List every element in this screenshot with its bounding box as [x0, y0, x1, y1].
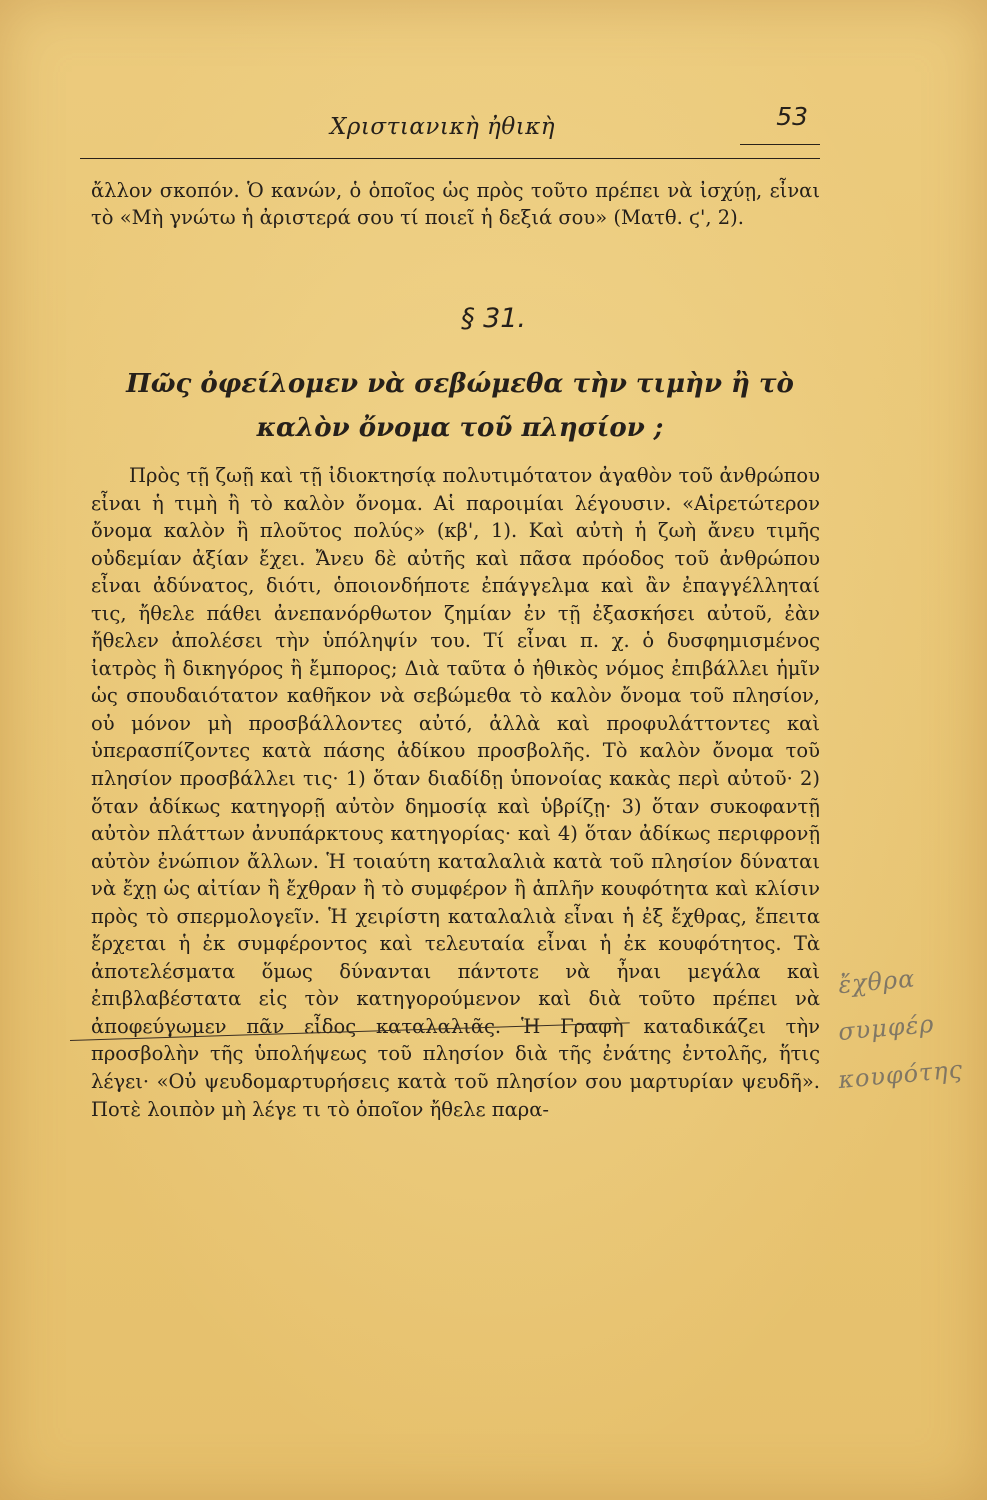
margin-note: κουφότης [837, 1055, 965, 1095]
section-title: Πῶς ὀφείλομεν νὰ σεβώμεθα τὴν τιμὴν ἢ τὸ καλὸν ὄνομα τοῦ πλησίον ; [126, 369, 794, 443]
section-number: § 31. [460, 303, 527, 334]
intro-paragraph-block [91, 178, 820, 231]
body-text-block [91, 462, 820, 1123]
page-number-rule [740, 144, 820, 145]
margin-note: συμφέρ [837, 1009, 936, 1047]
header-rule [80, 158, 820, 159]
running-head-title: Χριστιανικὴ ἠθικὴ [330, 114, 556, 140]
running-head [80, 100, 820, 160]
body-paragraph: Πρὸς τῇ ζωῇ καὶ τῇ ἰδιοκτησίᾳ πολυτιμότατον ἀγαθὸν τοῦ ἀνθρώπου εἶναι ἡ τιμὴ ἢ τὸ καλὸν ὄνομα. Αἱ παροιμίαι λέγουσιν. «Αἱρετώτερον ὄνομα καλὸν ἢ πλοῦτος πολύς» (κβ', 1). Καὶ αὐτὴ ἡ ζωὴ ἄνευ τιμῆς οὐδεμίαν ἀξίαν ἔχει. Ἄνευ δὲ αὐτῆς καὶ πᾶσα πρόοδος τοῦ ἀνθρώπου εἶναι ἀδύνατος, διότι, ὁποιονδήποτε ἐπάγγελμα καὶ ἂν ἐπαγγέλληταί τις, ἤθελε πάθει ἀνεπανόρθωτον ζημίαν ἐν τῇ ἐξασκήσει αὐτοῦ, ἐὰν ἤθελεν ἀπολέσει τὴν ὑπόληψίν του. Τί εἶναι π. χ. ὁ δυσφημισμένος ἰατρὸς ἢ δικηγόρος ἢ ἔμπορος; Διὰ ταῦτα ὁ ἠθικὸς νόμος ἐπιβάλλει ἡμῖν ὡς σπουδαιότατον καθῆκον νὰ σεβώμεθα τὸ καλὸν ὄνομα τοῦ πλησίον, οὐ μόνον μὴ προσβάλλοντες αὐτό, ἀλλὰ καὶ προφυλάττοντες καὶ ὑπερασπίζοντες κατὰ πάσης ἀδίκου προσβολῆς. Τὸ καλὸν ὄνομα τοῦ πλησίον προσβάλλει τις· 1) ὅταν διαδίδῃ ὑπονοίας κακὰς περὶ αὐτοῦ· 2) ὅταν ἀδίκως κατηγορῇ αὐτὸν δημοσίᾳ καὶ ὑβρίζῃ· 3) ὅταν συκοφαντῇ αὐτὸν πλάττων ἀνυπάρκτους κατηγορίας· καὶ 4) ὅταν ἀδίκως περιφρονῇ αὐτὸν ἐνώπιον ἄλλων. Ἡ τοιαύτη καταλαλιὰ κατὰ τοῦ πλησίον δύναται νὰ ἔχῃ ὡς αἰτίαν ἢ ἔχθραν ἢ τὸ συμφέρον ἢ ἁπλῆν κουφότητα καὶ κλίσιν πρὸς τὸ σπερμολογεῖν. Ἡ χειρίστη καταλαλιὰ εἶναι ἡ ἐξ ἔχθρας, ἔπειτα ἔρχεται ἡ ἐκ συμφέροντος καὶ τελευταία εἶναι ἡ ἐκ κουφότητος. Τὰ ἀποτελέσματα ὅμως δύνανται πάντοτε νὰ ἦναι μεγάλα καὶ ἐπιβλαβέστατα εἰς τὸν κατηγορούμενον καὶ διὰ τοῦτο πρέπει νὰ ἀποφεύγωμεν πᾶν εἶδος καταλαλιᾶς. Ἡ Γραφὴ καταδικάζει τὴν προσβολὴν τῆς ὑπολήψεως τοῦ πλησίον διὰ τῆς ἐνάτης ἐντολῆς, ἥτις λέγει· «Οὐ ψευδομαρτυρήσεις κατὰ τοῦ πλησίον σου μαρτυρίαν ψευδῆ». Ποτὲ λοιπὸν μὴ λέγε τι τὸ ὁποῖον ἤθελε παρα- [91, 464, 820, 1121]
page-number: 53 [776, 102, 808, 131]
margin-note: ἔχθρα [837, 964, 917, 1000]
intro-paragraph: ἄλλον σκοπόν. Ὁ κανών, ὁ ὁποῖος ὡς πρὸς τοῦτο πρέπει νὰ ἰσχύῃ, εἶναι τὸ «Μὴ γνώτω ἡ ἀριστερά σου τί ποιεῖ ἡ δεξιά σου» (Ματθ. ϛ', 2). [91, 179, 820, 229]
